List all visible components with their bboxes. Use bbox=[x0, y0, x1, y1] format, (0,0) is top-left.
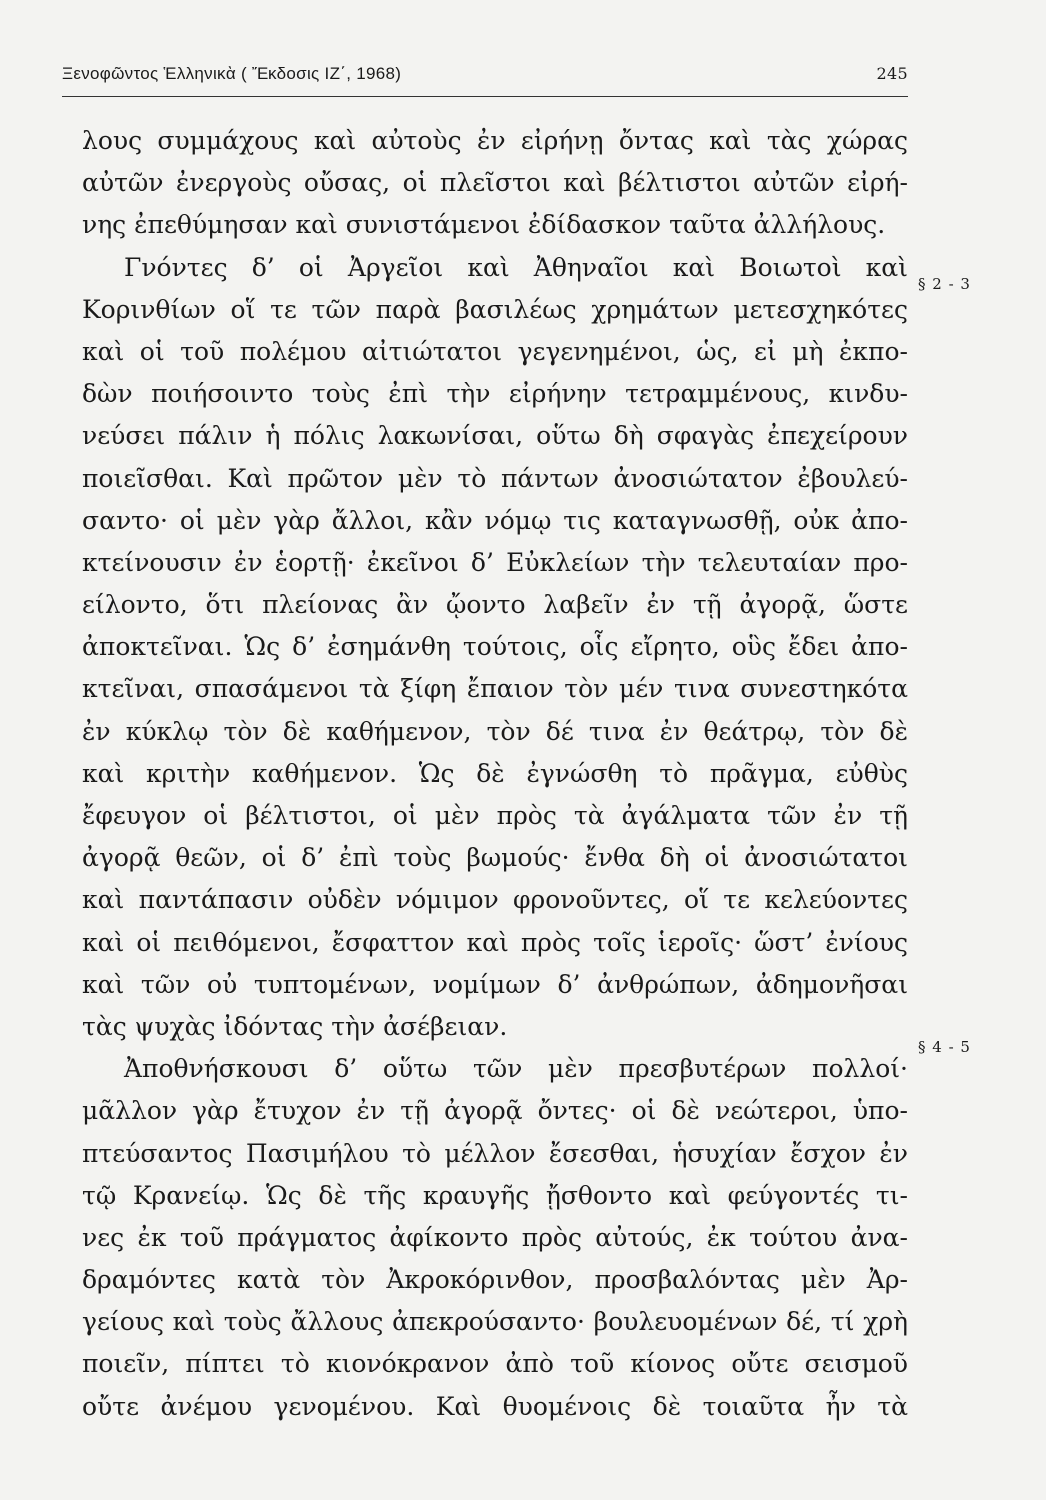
text-line: νεύσει πάλιν ἡ πόλις λακωνίσαι, οὕτω δὴ σφαγὰς ἐπεχείρουν bbox=[82, 421, 908, 451]
text-line: γείους καὶ τοὺς ἄλλους ἀπεκρούσαντο· βουλευομένων δέ, τί χρὴ bbox=[82, 1307, 908, 1337]
running-head: Ξενοφῶντος Ἑλληνικὰ ( Ἔκδοσις ΙΖ΄, 1968) bbox=[62, 64, 402, 83]
text-line: λους συμμάχους καὶ αὐτοὺς ἐν εἰρήνῃ ὄντας καὶ τὰς χώρας bbox=[82, 126, 908, 155]
text-line: καὶ τῶν οὐ τυπτομένων, νομίμων δ’ ἀνθρώπων, ἀδημονῆσαι bbox=[82, 969, 908, 999]
text-line: καὶ παντάπασιν οὐδὲν νόμιμον φρονοῦντες, οἵ τε κελεύοντες bbox=[82, 885, 908, 915]
text-line: καὶ οἱ πειθόμενοι, ἔσφαττον καὶ πρὸς τοῖς ἱεροῖς· ὥστ’ ἐνίους bbox=[82, 927, 908, 957]
text-line: Ἀποθνήσκουσι δ’ οὕτω τῶν μὲν πρεσβυτέρων πολλοί· bbox=[124, 1054, 908, 1084]
text-line: τῷ Κρανείῳ. Ὡς δὲ τῆς κραυγῆς ᾔσθοντο καὶ φεύγοντές τι- bbox=[82, 1180, 908, 1210]
text-line: ἔφευγον οἱ βέλτιστοι, οἱ μὲν πρὸς τὰ ἀγάλματα τῶν ἐν τῇ bbox=[82, 801, 908, 830]
text-line: δραμόντες κατὰ τὸν Ἀκροκόρινθον, προσβαλόντας μὲν Ἀρ- bbox=[82, 1265, 908, 1295]
page-number: 245 bbox=[876, 64, 908, 83]
text-line: δὼν ποιήσοιντο τοὺς ἐπὶ τὴν εἰρήνην τετραμμένους, κινδυ- bbox=[82, 379, 908, 409]
text-line: καὶ κριτὴν καθήμενον. Ὡς δὲ ἐγνώσθη τὸ πρᾶγμα, εὐθὺς bbox=[82, 758, 908, 788]
text-line: κτείνουσιν ἐν ἑορτῇ· ἐκεῖνοι δ’ Εὐκλείων τὴν τελευταίαν προ- bbox=[82, 547, 908, 577]
text-line: νης ἐπεθύμησαν καὶ συνιστάμενοι ἐδίδασκον ταῦτα ἀλλήλους. bbox=[82, 210, 886, 240]
text-line: είλοντο, ὅτι πλείονας ἂν ᾤοντο λαβεῖν ἐν τῇ ἀγορᾷ, ὥστε bbox=[82, 590, 908, 620]
text-line: Γνόντες δ’ οἱ Ἀργεῖοι καὶ Ἀθηναῖοι καὶ Βοιωτοὶ καὶ bbox=[124, 252, 908, 282]
text-line: μᾶλλον γὰρ ἔτυχον ἐν τῇ ἀγορᾷ ὄντες· οἱ δὲ νεώτεροι, ὑπο- bbox=[82, 1096, 908, 1126]
text-line: ἀγορᾷ θεῶν, οἱ δ’ ἐπὶ τοὺς βωμούς· ἔνθα δὴ οἱ ἀνοσιώτατοι bbox=[82, 843, 908, 873]
text-line: σαντο· οἱ μὲν γὰρ ἄλλοι, κἂν νόμῳ τις καταγνωσθῇ, οὐκ ἀπο- bbox=[82, 505, 908, 535]
text-line: ποιεῖν, πίπτει τὸ κιονόκρανον ἀπὸ τοῦ κίονος οὔτε σεισμοῦ bbox=[82, 1349, 908, 1379]
text-line: οὔτε ἀνέμου γενομένου. Καὶ θυομένοις δὲ τοιαῦτα ἦν τὰ bbox=[82, 1391, 908, 1421]
text-line: Κορινθίων οἵ τε τῶν παρὰ βασιλέως χρημάτων μετεσχηκότες bbox=[82, 294, 908, 324]
section-ref: § 4 - 5 bbox=[918, 1038, 971, 1056]
page-header bbox=[62, 62, 908, 97]
text-line: ἐν κύκλῳ τὸν δὲ καθήμενον, τὸν δέ τινα ἐν θεάτρῳ, τὸν δὲ bbox=[82, 716, 908, 746]
text-line: καὶ οἱ τοῦ πολέμου αἰτιώτατοι γεγενημένοι, ὡς, εἰ μὴ ἐκπο- bbox=[82, 336, 908, 366]
section-ref: § 2 - 3 bbox=[918, 275, 971, 293]
text-line: ἀποκτεῖναι. Ὡς δ’ ἐσημάνθη τούτοις, οἷς εἴρητο, οὓς ἔδει ἀπο- bbox=[82, 632, 908, 662]
text-line: αὐτῶν ἐνεργοὺς οὔσας, οἱ πλεῖστοι καὶ βέλτιστοι αὐτῶν εἰρή- bbox=[82, 168, 908, 198]
text-line: πτεύσαντος Πασιμήλου τὸ μέλλον ἔσεσθαι, ἡσυχίαν ἔσχον ἐν bbox=[82, 1138, 908, 1168]
text-line: κτεῖναι, σπασάμενοι τὰ ξίφη ἔπαιον τὸν μέν τινα συνεστηκότα bbox=[82, 674, 908, 704]
text-line: τὰς ψυχὰς ἰδόντας τὴν ἀσέβειαν. bbox=[82, 1011, 508, 1041]
text-line: ποιεῖσθαι. Καὶ πρῶτον μὲν τὸ πάντων ἀνοσιώτατον ἐβουλεύ- bbox=[82, 463, 908, 493]
body-text bbox=[82, 120, 908, 1428]
text-line: νες ἐκ τοῦ πράγματος ἀφίκοντο πρὸς αὐτούς, ἐκ τούτου ἀνα- bbox=[82, 1222, 908, 1252]
